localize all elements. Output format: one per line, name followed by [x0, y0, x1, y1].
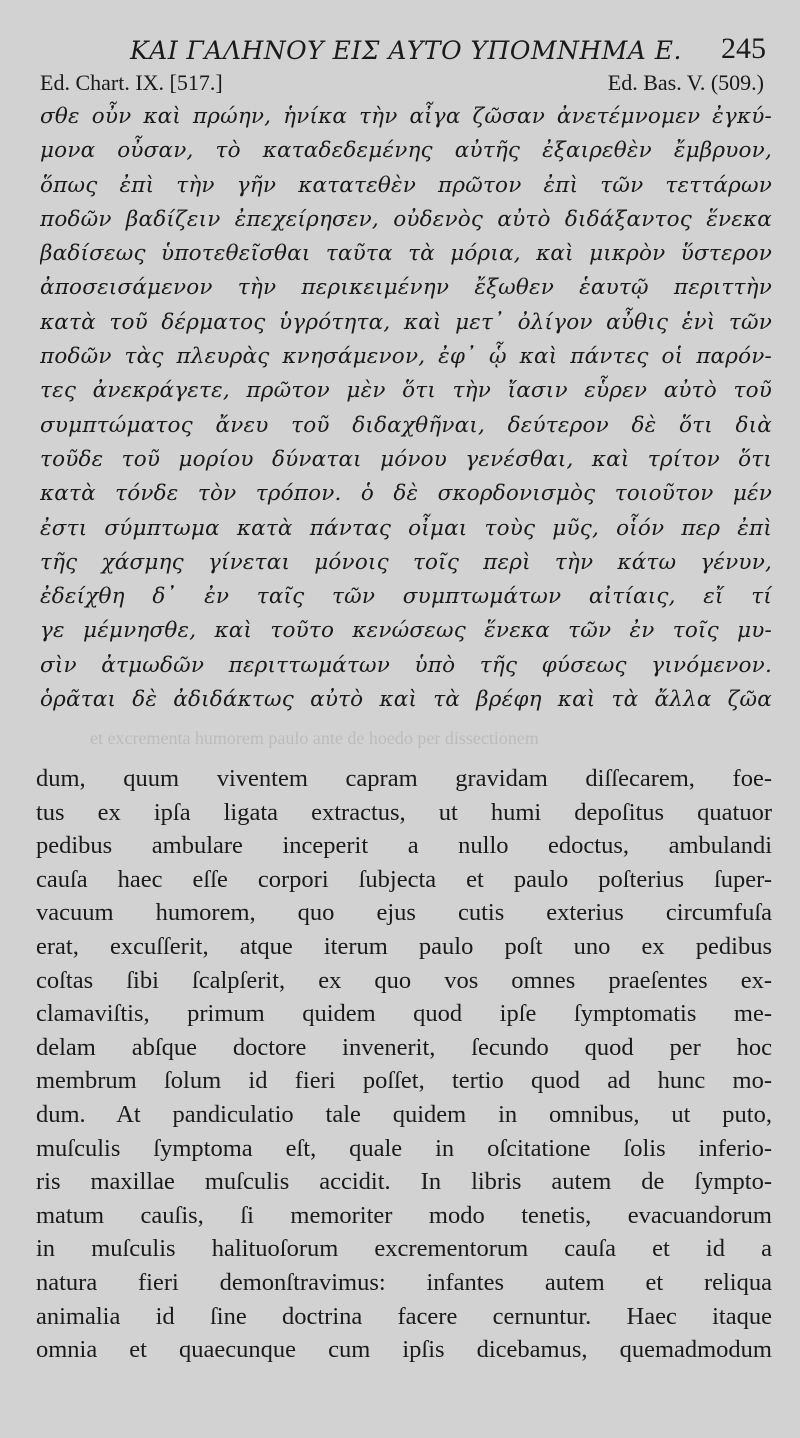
greek-text-block: [40, 100, 772, 717]
latin-line: vacuum humorem, quo ejus cutis exterius circumfuſa: [36, 899, 772, 927]
latin-line: erat, excuſſerit, atque iterum paulo poſt uno ex pedibus: [36, 932, 772, 960]
edition-references: [40, 70, 770, 98]
greek-line: ποδῶν βαδίζειν ἐπεχείρησεν, οὐδενὸς αὐτὸ διδάξαντος ἕνεκα: [40, 206, 772, 232]
greek-line: γε μέμνησθε, καὶ τοῦτο κενώσεως ἕνεκα τῶν ἐν τοῖς μυ-: [40, 618, 772, 644]
greek-line: κατὰ τοῦ δέρματος ὑγρότητα, καὶ μετ᾽ ὀλίγον αὖθις ἑνὶ τῶν: [40, 309, 772, 335]
latin-line: ris maxillae muſculis accidit. In libris autem de ſympto-: [36, 1168, 772, 1196]
greek-line: σθε οὖν καὶ πρώην, ἡνίκα τὴν αἶγα ζῶσαν ἀνετέμνομεν ἐγκύ-: [40, 104, 772, 129]
greek-line: συμπτώματος ἄνευ τοῦ διδαχθῆναι, δεύτερον δὲ ὅτι διὰ: [40, 412, 772, 438]
greek-line: τοῦδε τοῦ μορίου δύναται μόνου γενέσθαι, καὶ τρίτον ὅτι: [40, 446, 772, 472]
greek-line: σὶν ἀτμωδῶν περιττωμάτων ὑπὸ τῆς φύσεως γινόμενον.: [40, 652, 772, 678]
page-number: 245: [721, 32, 766, 65]
latin-line: delam abſque doctore invenerit, ſecundo quod per hoc: [36, 1033, 772, 1061]
running-head: [130, 28, 770, 68]
greek-line: ἐστι σύμπτωμα κατὰ πάντας οἶμαι τοὺς μῦς, οἷόν περ ἐπὶ: [40, 515, 772, 541]
latin-line: in muſculis halituoſorum excrementorum cauſa et id a: [36, 1235, 772, 1263]
greek-line: βαδίσεως ὑποτεθεῖσθαι ταῦτα τὰ μόρια, καὶ μικρὸν ὕστερον: [40, 241, 772, 267]
greek-line: κατὰ τόνδε τὸν τρόπον. ὁ δὲ σκορδονισμὸς τοιοῦτον μέν: [40, 481, 772, 507]
latin-line: dum, quum viventem capram gravidam diſſecarem, foe-: [36, 765, 772, 792]
greek-line: μονα οὖσαν, τὸ καταδεδεμένης αὐτῆς ἐξαιρεθὲν ἔμβρυον,: [40, 138, 772, 164]
latin-line: omnia et quaecunque cum ipſis dicebamus, quemadmodum: [36, 1336, 772, 1364]
greek-line: ἀποσεισάμενον τὴν περικειμένην ἔξωθεν ἑαυτῷ περιττὴν: [40, 275, 772, 301]
edition-basel: Ed. Bas. V. (509.): [607, 70, 764, 95]
greek-line: ὅπως ἐπὶ τὴν γῆν κατατεθὲν πρῶτον ἐπὶ τῶν τεττάρων: [40, 172, 772, 198]
running-title: ΚΑΙ ΓΑΛΗΝΟΥ ΕΙΣ ΑΥΤΟ ΥΠΟΜΝΗΜΑ Ε.: [130, 36, 682, 65]
latin-line: pedibus ambulare inceperit a nullo edoctus, ambulandi: [36, 832, 772, 860]
latin-line: animalia id ſine doctrina facere cernuntur. Haec itaque: [36, 1302, 772, 1330]
bleed-through-text: et excrementa humorem paulo ante de hoedo per dissectionem: [90, 728, 539, 748]
latin-line: natura fieri demonſtravimus: infantes autem et reliqua: [36, 1268, 772, 1296]
latin-line: clamaviſtis, primum quidem quod ipſe ſymptomatis me-: [36, 1000, 772, 1028]
latin-line: matum cauſis, ſi memoriter modo tenetis, evacuandorum: [36, 1201, 772, 1229]
latin-text-block: [36, 762, 772, 1367]
latin-line: membrum ſolum id fieri poſſet, tertio quod ad hunc mo-: [36, 1067, 772, 1095]
latin-line: coſtas ſibi ſcalpſerit, ex quo vos omnes praeſentes ex-: [36, 966, 772, 994]
latin-line: muſculis ſymptoma eſt, quale in oſcitatione ſolis inferio-: [36, 1134, 772, 1162]
edition-chartier: Ed. Chart. IX. [517.]: [40, 70, 223, 95]
greek-line: ὁρᾶται δὲ ἀδιδάκτως αὐτὸ καὶ τὰ βρέφη καὶ τὰ ἄλλα ζῶα: [40, 687, 772, 713]
latin-line: tus ex ipſa ligata extractus, ut humi depoſitus quatuor: [36, 798, 772, 826]
greek-line: ἐδείχθη δ᾽ ἐν ταῖς τῶν συμπτωμάτων αἰτίαις, εἴ τί: [40, 584, 772, 610]
latin-line: dum. At pandiculatio tale quidem in omnibus, ut puto,: [36, 1100, 772, 1128]
greek-line: ποδῶν τὰς πλευρὰς κνησάμενον, ἐφ᾽ ᾧ καὶ πάντες οἱ παρόν-: [40, 344, 772, 370]
greek-line: τες ἀνεκράγετε, πρῶτον μὲν ὅτι τὴν ἴασιν εὗρεν αὐτὸ τοῦ: [40, 378, 772, 404]
latin-line: cauſa haec eſſe corpori ſubjecta et paulo poſterius ſuper-: [36, 865, 772, 893]
greek-line: τῆς χάσμης γίνεται μόνοις τοῖς περὶ τὴν κάτω γένυν,: [40, 549, 772, 575]
